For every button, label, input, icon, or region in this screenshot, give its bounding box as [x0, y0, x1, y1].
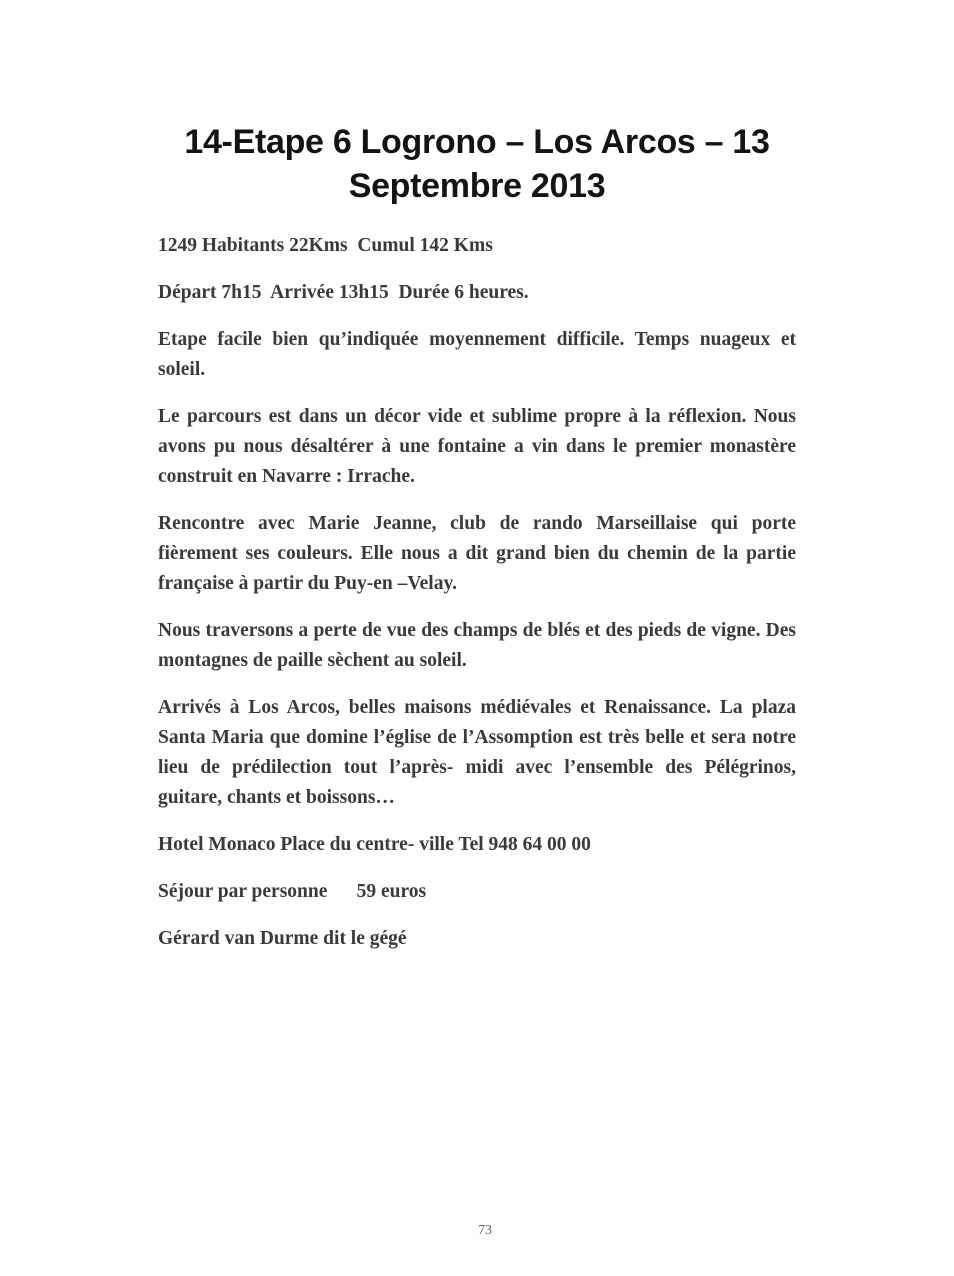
paragraph-weather: Etape facile bien qu’indiquée moyennement difficile. Temps nuageux et soleil. — [158, 329, 796, 380]
title-line-1: 14-Etape 6 Logrono – Los Arcos – 13 — [184, 123, 770, 161]
page-number: 73 — [478, 1223, 492, 1238]
paragraph-hotel: Hotel Monaco Place du centre- ville Tel 948 64 00 00 — [158, 834, 591, 855]
paragraph-signature: Gérard van Durme dit le gégé — [158, 928, 407, 949]
document-body — [158, 231, 796, 971]
paragraph-fields: Nous traversons a perte de vue des champs de blés et des pieds de vigne. Des montagnes de paille sèchent au soleil. — [158, 620, 796, 671]
page-title — [120, 120, 834, 208]
title-line-2: Septembre 2013 — [348, 167, 606, 205]
paragraph-price: Séjour par personne 59 euros — [158, 881, 427, 902]
paragraph-meeting: Rencontre avec Marie Jeanne, club de rando Marseillaise qui porte fièrement ses couleurs. Elle nous a dit grand bien du chemin de la partie française à partir du Puy-en –Velay. — [158, 513, 796, 594]
paragraph-schedule: Départ 7h15 Arrivée 13h15 Durée 6 heures. — [158, 282, 529, 303]
paragraph-arrival: Arrivés à Los Arcos, belles maisons médiévales et Renaissance. La plaza Santa Maria que domine l’église de l’Assomption est très belle et sera notre lieu de prédilection tout l’après- midi avec l’ensemble des Pélégrinos, guitare, chants et boissons… — [158, 697, 796, 808]
paragraph-route: Le parcours est dans un décor vide et sublime propre à la réflexion. Nous avons pu nous désaltérer à une fontaine a vin dans le premier monastère construit en Navarre : Irrache. — [158, 406, 796, 487]
paragraph-stats: 1249 Habitants 22Kms Cumul 142 Kms — [158, 235, 493, 256]
